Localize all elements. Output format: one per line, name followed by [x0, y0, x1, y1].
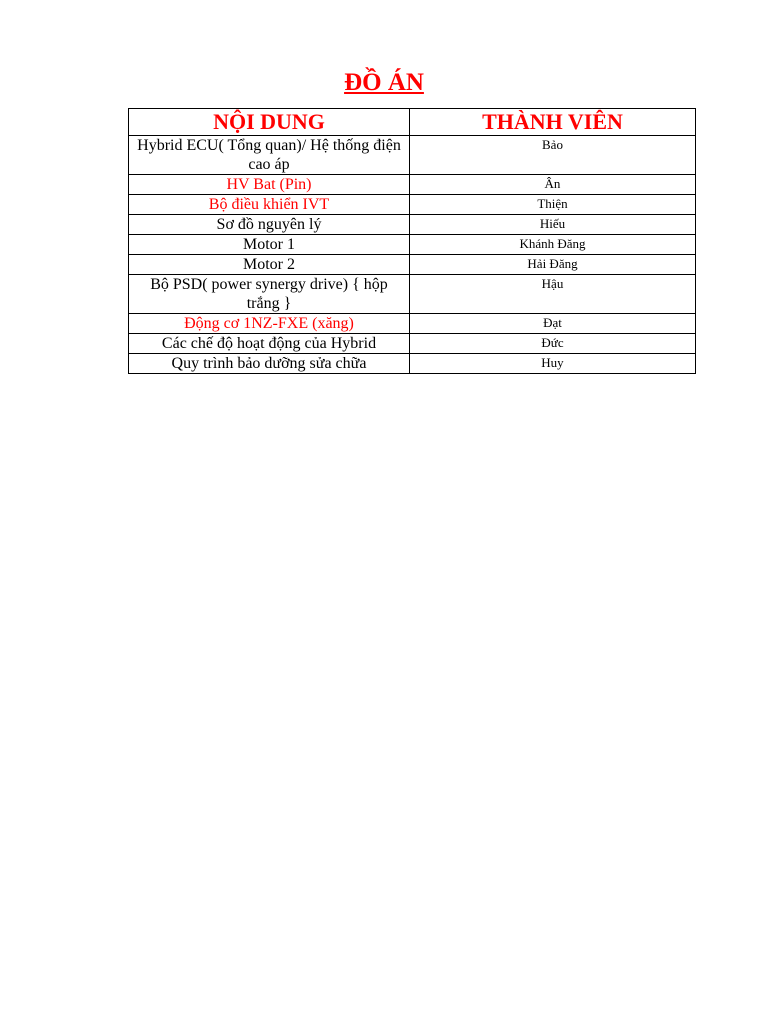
table-row	[129, 215, 696, 235]
row-content: Bộ điều khiển IVT	[129, 195, 410, 215]
header-member: THÀNH VIÊN	[410, 109, 696, 136]
table-row	[129, 275, 696, 314]
header-content: NỘI DUNG	[129, 109, 410, 136]
table-row	[129, 354, 696, 374]
row-member: Khánh Đăng	[410, 235, 696, 255]
row-content: Sơ đồ nguyên lý	[129, 215, 410, 235]
table-row	[129, 255, 696, 275]
table-row	[129, 195, 696, 215]
table-row	[129, 175, 696, 195]
row-member: Hậu	[410, 275, 696, 314]
table-row	[129, 334, 696, 354]
table-row	[129, 314, 696, 334]
table-row	[129, 235, 696, 255]
table-row	[129, 136, 696, 175]
row-content: Động cơ 1NZ-FXE (xăng)	[129, 314, 410, 334]
row-content: Motor 1	[129, 235, 410, 255]
row-content: Các chế độ hoạt động của Hybrid	[129, 334, 410, 354]
row-member: Thiện	[410, 195, 696, 215]
row-member: Ân	[410, 175, 696, 195]
row-content: HV Bat (Pin)	[129, 175, 410, 195]
assignment-table	[128, 108, 696, 374]
row-member: Hiếu	[410, 215, 696, 235]
row-content: Hybrid ECU( Tổng quan)/ Hệ thống điện cao áp	[129, 136, 410, 175]
row-member: Bảo	[410, 136, 696, 175]
row-member: Đức	[410, 334, 696, 354]
row-member: Đạt	[410, 314, 696, 334]
table-header-row	[129, 109, 696, 136]
row-content: Bộ PSD( power synergy drive) { hộp trắng }	[129, 275, 410, 314]
row-member: Hải Đăng	[410, 255, 696, 275]
row-content: Quy trình bảo dưỡng sửa chữa	[129, 354, 410, 374]
row-member: Huy	[410, 354, 696, 374]
document-title: ĐỒ ÁN	[344, 69, 424, 96]
row-content: Motor 2	[129, 255, 410, 275]
